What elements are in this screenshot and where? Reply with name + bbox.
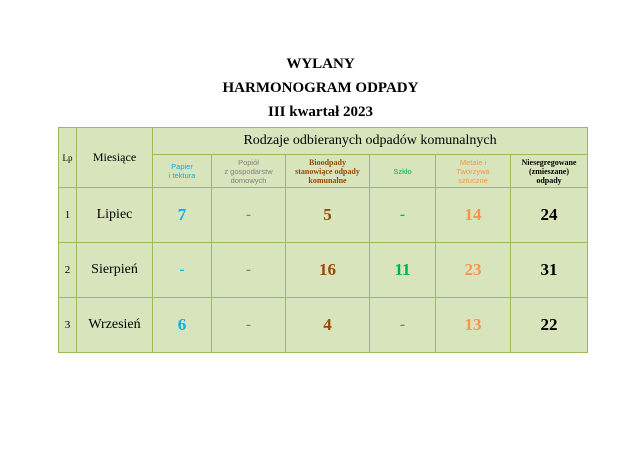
period-title: III kwartał 2023 xyxy=(267,104,373,120)
category-paper-header xyxy=(153,155,212,188)
pickup-day-bio: 4 xyxy=(286,298,370,353)
month-header: Miesiące xyxy=(77,128,153,188)
category-bio-header xyxy=(286,155,370,188)
table-row xyxy=(59,298,588,353)
row-number: 1 xyxy=(59,188,77,243)
header-row xyxy=(59,128,588,155)
category-mixed-header xyxy=(511,155,588,188)
pickup-day-metal-plastic: 14 xyxy=(436,188,511,243)
category-label-line: odpady xyxy=(536,175,562,185)
pickup-day-glass: - xyxy=(370,298,436,353)
category-label-line: domowych xyxy=(230,175,267,185)
pickup-day-paper: 7 xyxy=(153,188,212,243)
row-number: 3 xyxy=(59,298,77,353)
pickup-day-metal-plastic: 23 xyxy=(436,243,511,298)
pickup-day-paper: 6 xyxy=(153,298,212,353)
pickup-day-glass: 11 xyxy=(370,243,436,298)
category-label-line: Niesegregowane xyxy=(521,157,577,167)
category-label-line: i tektura xyxy=(168,171,196,180)
table-row xyxy=(59,188,588,243)
pickup-day-mixed: 24 xyxy=(511,188,588,243)
pickup-day-bio: 16 xyxy=(286,243,370,298)
category-label-line: Metale i xyxy=(459,157,487,167)
month-name: Sierpień xyxy=(77,243,153,298)
pickup-day-paper: - xyxy=(153,243,212,298)
pickup-day-mixed: 22 xyxy=(511,298,588,353)
category-label-line: Tworzywa xyxy=(456,166,490,176)
schedule-title: HARMONOGRAM ODPADY xyxy=(222,80,419,96)
category-label-line: Popiół xyxy=(238,157,259,167)
waste-types-header: Rodzaje odbieranych odpadów komunalnych xyxy=(153,128,588,155)
category-metal-plastic-header xyxy=(436,155,511,188)
category-label-line: Papier xyxy=(171,162,193,171)
lp-header: Lp xyxy=(59,128,77,188)
pickup-day-ash: - xyxy=(212,188,286,243)
category-label-line: z gospodarstw xyxy=(224,166,273,176)
pickup-day-ash: - xyxy=(212,243,286,298)
pickup-day-mixed: 31 xyxy=(511,243,588,298)
category-label-line: Szkło xyxy=(393,166,412,176)
category-label-line: Bioodpady xyxy=(309,157,346,167)
category-ash-header xyxy=(212,155,286,188)
pickup-day-bio: 5 xyxy=(286,188,370,243)
category-label-line: stanowiące odpady xyxy=(295,166,360,176)
month-name: Wrzesień xyxy=(77,298,153,353)
category-label-line: sztuczne xyxy=(458,175,488,185)
document-header xyxy=(0,52,641,124)
pickup-day-ash: - xyxy=(212,298,286,353)
table-row xyxy=(59,243,588,298)
category-label-line: komunalne xyxy=(308,175,347,185)
waste-schedule-table xyxy=(58,127,588,353)
month-name: Lipiec xyxy=(77,188,153,243)
category-glass-header xyxy=(370,155,436,188)
row-number: 2 xyxy=(59,243,77,298)
pickup-day-glass: - xyxy=(370,188,436,243)
pickup-day-metal-plastic: 13 xyxy=(436,298,511,353)
category-label-line: (zmieszane) xyxy=(529,166,569,176)
location-title: WYLANY xyxy=(286,56,355,72)
